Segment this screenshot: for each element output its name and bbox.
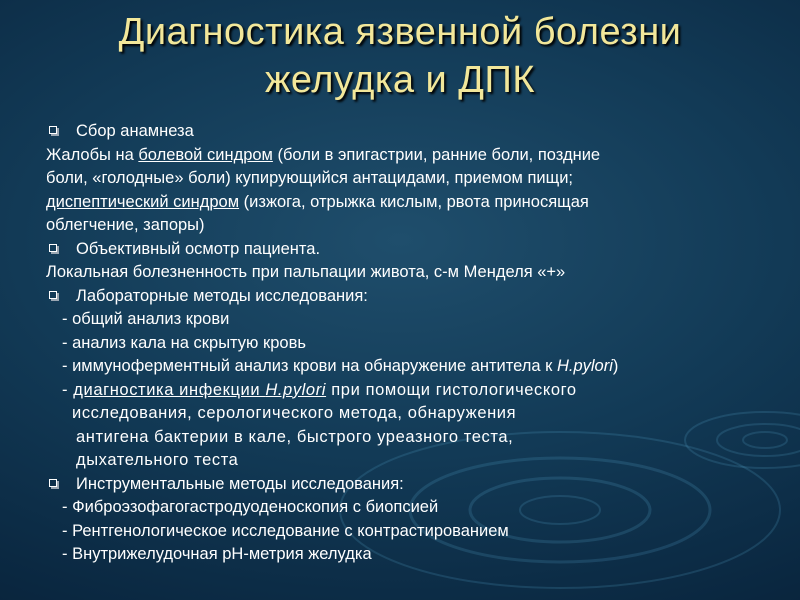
text-line xyxy=(46,144,786,168)
bullet-heading: Инструментальные методы исследования: xyxy=(76,474,404,493)
bullet-exam xyxy=(46,238,786,262)
slide-title xyxy=(0,8,800,104)
text-span: - xyxy=(62,380,74,399)
text-span: (изжога, отрыжка кислым, рвота приносящая xyxy=(239,192,589,211)
text-line xyxy=(46,191,786,215)
list-item: - Фиброэзофагогастродуоденоскопия с биопсией xyxy=(62,498,439,516)
slide-content xyxy=(46,120,786,567)
text-span: (боли в эпигастрии, ранние боли, поздние xyxy=(272,145,601,164)
text-line: исследования, серологического метода, обнаружения xyxy=(72,404,517,422)
italic-term: H.pylori xyxy=(556,357,613,375)
bullet-lab xyxy=(46,285,786,309)
bullet-instrumental xyxy=(46,473,786,497)
text-span: диагностика инфекции xyxy=(73,380,266,399)
square-bullet-icon xyxy=(49,244,57,252)
list-item xyxy=(46,379,786,403)
title-line-1: Диагностика язвенной болезни xyxy=(118,11,682,53)
bullet-anamnesis xyxy=(46,120,786,144)
square-bullet-icon xyxy=(49,479,57,487)
underlined-term: диспептический синдром xyxy=(46,192,240,211)
bullet-heading: Сбор анамнеза xyxy=(76,122,194,140)
list-item: - Рентгенологическое исследование с контрастированием xyxy=(62,521,509,540)
text-line: дыхательного теста xyxy=(76,451,239,469)
bullet-heading: Объективный осмотр пациента. xyxy=(76,239,321,258)
text-span: Жалобы на xyxy=(46,145,139,164)
list-item: - общий анализ крови xyxy=(62,310,230,328)
text-span: - иммуноферментный анализ крови на обнаружение антитела к xyxy=(62,357,557,375)
text-span: ) xyxy=(612,357,619,375)
square-bullet-icon xyxy=(49,291,57,299)
text-line: Локальная болезненность при пальпации живота, с-м Менделя «+» xyxy=(46,263,566,281)
underlined-term xyxy=(73,381,326,399)
underlined-term: болевой синдром xyxy=(138,145,273,164)
list-item: - анализ кала на скрытую кровь xyxy=(62,333,306,352)
text-line: антигена бактерии в кале, быстрого уреазного теста, xyxy=(76,427,514,446)
text-line: боли, «голодные» боли) купирующийся антацидами, приемом пищи; xyxy=(46,169,573,187)
list-item: - Внутрижелудочная рН-метрия желудка xyxy=(62,545,372,563)
text-span: при помощи гистологического xyxy=(326,380,577,399)
bullet-heading: Лабораторные методы исследования: xyxy=(76,286,368,305)
text-line: облегчение, запоры) xyxy=(46,216,205,234)
list-item xyxy=(46,355,786,379)
italic-term: H.pylori xyxy=(265,380,327,399)
title-line-2: желудка и ДПК xyxy=(265,59,535,101)
square-bullet-icon xyxy=(49,126,57,134)
